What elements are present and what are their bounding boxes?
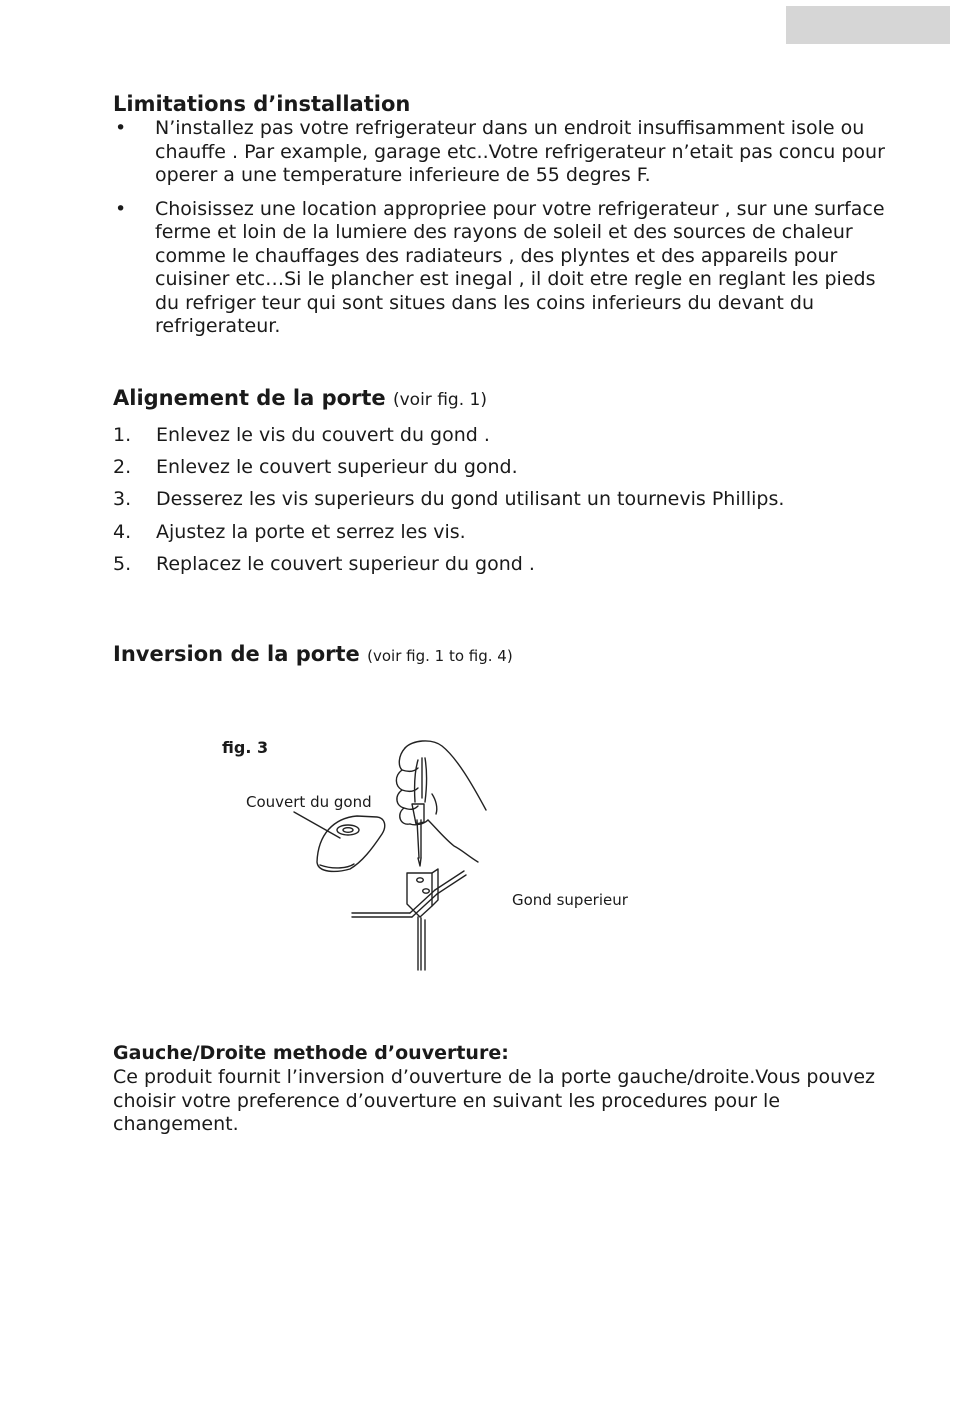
limitations-list <box>113 117 893 349</box>
step-item: 1. Enlevez le vis du couvert du gond . <box>113 424 490 446</box>
alignment-heading: Alignement de la porte (voir fig. 1) <box>113 386 487 410</box>
limitations-heading: Limitations d’installation <box>113 92 411 116</box>
inversion-heading: Inversion de la porte (voir fig. 1 to fig. 4) <box>113 642 513 666</box>
limitations-item: • Choisissez une location appropriee pour votre refrigerateur , sur une surface ferme et loin de la lumiere des rayons de soleil et des sources de chaleur comme le chauffages des radiateurs , des plyntes et des appareils pour cuisiner etc…Si le plancher est inegal , il doit etre regle en reglant les pieds du refriger teur qui sont situes dans les coins inferieurs du devant du refrigerateur. <box>115 197 885 337</box>
opening-paragraph: Ce produit fournit l’inversion d’ouverture de la porte gauche/droite.Vous pouvez choisir votre preference d’ouverture en suivant les procedures pour le changement. <box>113 1066 876 1135</box>
bullet-icon: • <box>115 117 127 139</box>
opening-heading: Gauche/Droite methode d’ouverture: <box>113 1042 509 1064</box>
page-tab-marker <box>786 6 950 44</box>
hinge-cover-label: Couvert du gond <box>246 793 372 811</box>
figure-label: fig. 3 <box>222 738 269 757</box>
step-item: 5. Replacez le couvert superieur du gond . <box>113 552 535 575</box>
inversion-note: (voir fig. 1 to fig. 4) <box>367 647 513 665</box>
alignment-note: (voir fig. 1) <box>392 390 487 410</box>
step-item: 2. Enlevez le couvert superieur du gond. <box>113 456 518 479</box>
hinge-illustration <box>222 734 642 974</box>
figure-3 <box>222 734 642 974</box>
bullet-icon: • <box>115 197 127 220</box>
upper-hinge-label: Gond superieur <box>512 891 628 909</box>
alignment-steps <box>113 419 784 580</box>
step-item: 3. Desserez les vis superieurs du gond utilisant un tournevis Phillips. <box>113 488 785 511</box>
step-item: 4. Ajustez la porte et serrez les vis. <box>113 520 466 543</box>
limitations-item: • N’installez pas votre refrigerateur dans un endroit insuffisamment isole ou chauffe . Par example, garage etc..Votre refrigerateur n’etait pas concu pour operer a une temperature inferieure de 55 degres F. <box>115 117 885 186</box>
